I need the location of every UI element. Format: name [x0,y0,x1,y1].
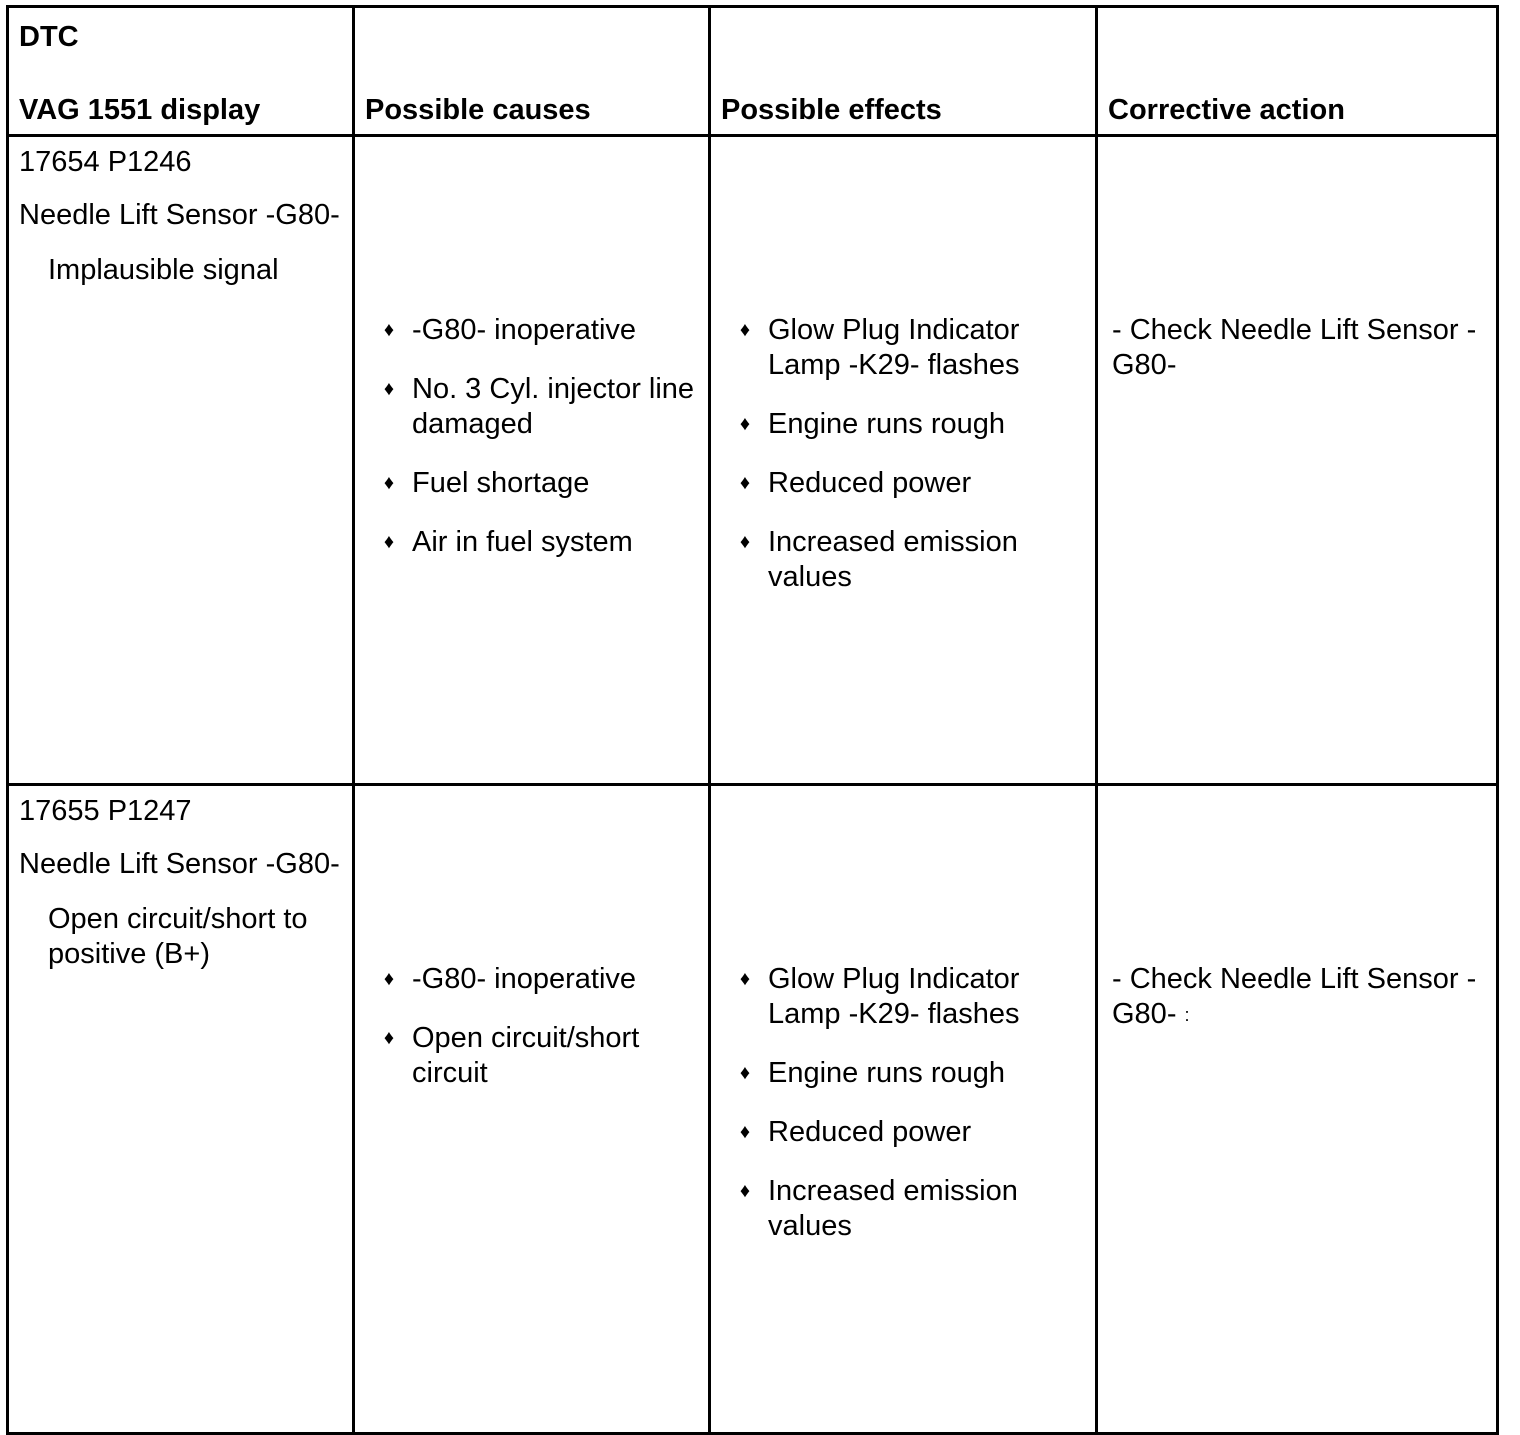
bullet-diamond-icon: ♦ [739,413,751,435]
effects-list [723,962,1087,1244]
effects-cell [710,785,1097,1434]
list-item [723,466,1087,501]
table-row [8,136,1498,785]
bullet-diamond-icon: ♦ [383,472,395,494]
header-effects-cell [710,7,1097,136]
header-vag-label: VAG 1551 display [19,94,261,126]
effect-text: Reduced power [768,467,972,499]
effects-list [723,313,1087,595]
header-action-label: Corrective action [1108,94,1345,126]
list-item [367,466,700,501]
effect-text: Glow Plug Indicator Lamp -K29- flashes [768,963,1020,1030]
header-causes-cell [354,7,710,136]
dtc-cell [8,136,354,785]
header-causes-label: Possible causes [365,94,591,126]
header-dtc-cell [8,7,354,136]
effect-text: Engine runs rough [768,1057,1005,1089]
bullet-diamond-icon: ♦ [383,319,395,341]
corrective-action-link[interactable]: - Check Needle Lift Sensor -G80- [1112,963,1477,1030]
header-effects-label: Possible effects [721,94,942,126]
causes-cell [354,136,710,785]
list-item [723,525,1087,595]
dtc-cell [8,785,354,1434]
cause-text: No. 3 Cyl. injector line damaged [412,373,695,440]
dtc-condition: Implausible signal [48,254,279,286]
action-cell [1097,785,1498,1434]
corrective-action-link[interactable]: - Check Needle Lift Sensor -G80- [1112,314,1477,381]
bullet-diamond-icon: ♦ [739,1062,751,1084]
action-cell [1097,136,1498,785]
list-item [367,313,700,348]
bullet-diamond-icon: ♦ [739,968,751,990]
bullet-diamond-icon: ♦ [383,968,395,990]
causes-list [367,962,700,1091]
effect-text: Increased emission values [768,526,1018,593]
list-item [723,1115,1087,1150]
header-dtc-label: DTC [19,21,79,53]
header-action-cell [1097,7,1498,136]
cause-text: Air in fuel system [412,526,633,558]
list-item [723,962,1087,1032]
bullet-diamond-icon: ♦ [383,531,395,553]
list-item [367,1021,700,1091]
list-item [723,313,1087,383]
bullet-diamond-icon: ♦ [739,319,751,341]
causes-list [367,313,700,560]
effect-text: Engine runs rough [768,408,1005,440]
dtc-code: 17654 P1246 [19,146,192,178]
cause-text: -G80- inoperative [412,963,637,995]
cause-text: -G80- inoperative [412,314,637,346]
effect-text: Reduced power [768,1116,972,1148]
list-item [723,1056,1087,1091]
bullet-diamond-icon: ♦ [739,1121,751,1143]
causes-cell [354,785,710,1434]
bullet-diamond-icon: ♦ [739,1180,751,1202]
dtc-code: 17655 P1247 [19,795,192,827]
dtc-table [6,5,1499,1435]
table-header-row [8,7,1498,136]
table-row [8,785,1498,1434]
dtc-component: Needle Lift Sensor -G80- [19,848,340,880]
bullet-diamond-icon: ♦ [739,472,751,494]
list-item [367,525,700,560]
bullet-diamond-icon: ♦ [383,378,395,400]
bullet-diamond-icon: ♦ [739,531,751,553]
list-item [723,407,1087,442]
effects-cell [710,136,1097,785]
cause-text: Fuel shortage [412,467,590,499]
dtc-component: Needle Lift Sensor -G80- [19,199,340,231]
effect-text: Glow Plug Indicator Lamp -K29- flashes [768,314,1020,381]
list-item [367,372,700,442]
effect-text: Increased emission values [768,1175,1018,1242]
bullet-diamond-icon: ♦ [383,1027,395,1049]
list-item [367,962,700,997]
dtc-condition: Open circuit/short to positive (B+) [48,903,308,970]
action-suffix-mark: : [1184,1004,1190,1025]
list-item [723,1174,1087,1244]
cause-text: Open circuit/short circuit [412,1022,640,1089]
